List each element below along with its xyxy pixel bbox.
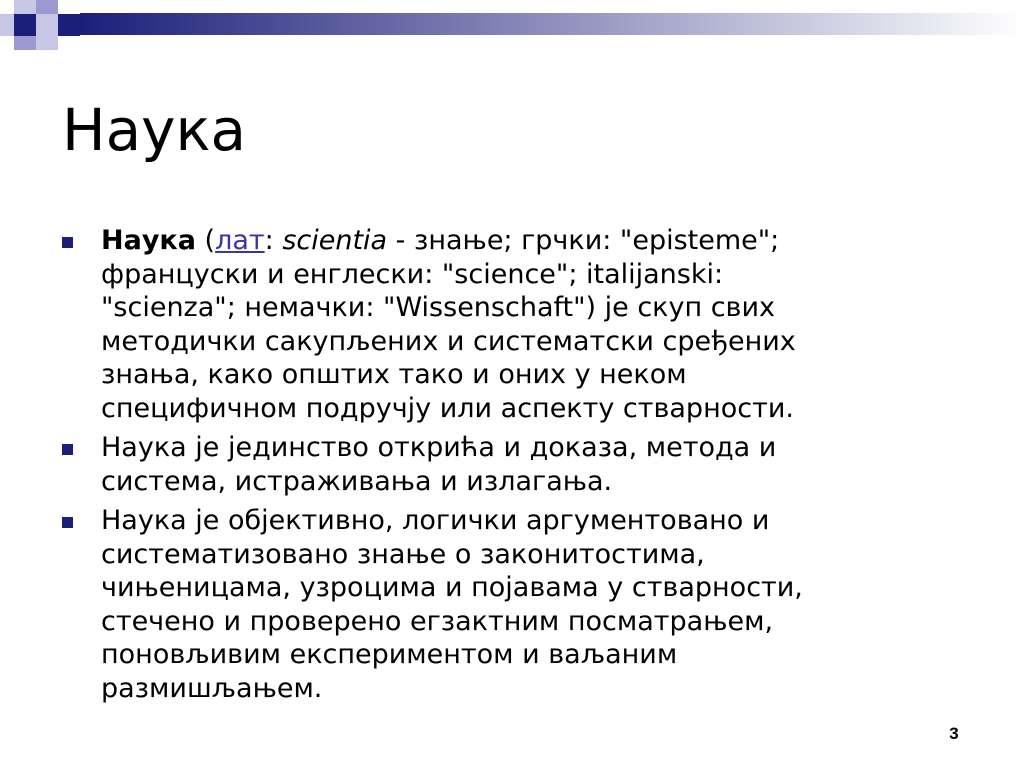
bullet-line	[101, 325, 962, 359]
bullet-text: система, истраживања и излагања.	[101, 465, 613, 497]
term-label: Наука	[101, 225, 196, 256]
bullet-text: (	[195, 225, 216, 256]
deco-square	[0, 14, 14, 36]
bullet-item	[62, 224, 962, 425]
bullet-text: :	[264, 225, 283, 256]
header-decoration	[0, 0, 1024, 50]
bullet-text: чињеницама, узроцима и појавама у стварности,	[101, 572, 803, 603]
bullet-text: Наука је објективно, логички аргументовано и	[101, 505, 770, 536]
bullet-text: знања, како општих тако и оних у неком	[101, 359, 687, 390]
bullet-line	[101, 504, 962, 538]
bullet-text: специфичном подручју или аспекту стварности.	[101, 392, 794, 424]
page-number: 3	[949, 724, 959, 743]
bullet-line	[101, 258, 962, 292]
square-bullet-icon	[62, 444, 73, 455]
bullet-line	[101, 538, 962, 572]
bullet-text: "scienza"; немачки: "Wissenschaft") је скуп свих	[101, 292, 775, 323]
header-gradient-bar	[80, 13, 1024, 35]
bullet-text: методички сакупљених и систематски сређених	[101, 325, 796, 357]
deco-square	[58, 14, 80, 36]
square-bullet-icon	[62, 517, 73, 528]
bullet-line	[101, 291, 962, 325]
bullet-text: - знање; грчки: "episteme";	[387, 225, 780, 256]
bullet-line	[101, 672, 962, 706]
bullet-line	[101, 571, 962, 605]
bullet-text: поновљивим експериментом и ваљаним	[101, 639, 678, 670]
language-link[interactable]: лат	[215, 225, 265, 256]
bullet-line	[101, 392, 962, 426]
bullet-list	[62, 224, 962, 711]
latin-term: scientia	[282, 225, 388, 256]
deco-square	[36, 14, 58, 36]
deco-square	[36, 36, 58, 50]
bullet-line	[101, 605, 962, 639]
deco-square	[14, 36, 36, 50]
square-bullet-icon	[62, 237, 73, 248]
bullet-item	[62, 431, 962, 498]
bullet-line	[101, 465, 962, 499]
deco-square	[14, 0, 36, 14]
deco-square	[14, 14, 36, 36]
bullet-text: француски и енглески: "science"; italijanski:	[101, 258, 724, 290]
bullet-text: размишљањем.	[101, 672, 323, 704]
bullet-line	[101, 431, 962, 465]
bullet-line	[101, 224, 962, 258]
bullet-text: стечено и проверено егзактним посматрањем,	[101, 605, 774, 637]
bullet-line	[101, 358, 962, 392]
bullet-text: систематизовано знање о законитостима,	[101, 538, 705, 570]
bullet-line	[101, 638, 962, 672]
slide-title: Наука	[62, 96, 247, 164]
bullet-text: Наука је јединство открића и доказа, метода и	[101, 432, 777, 463]
deco-square	[36, 0, 58, 14]
bullet-item	[62, 504, 962, 705]
